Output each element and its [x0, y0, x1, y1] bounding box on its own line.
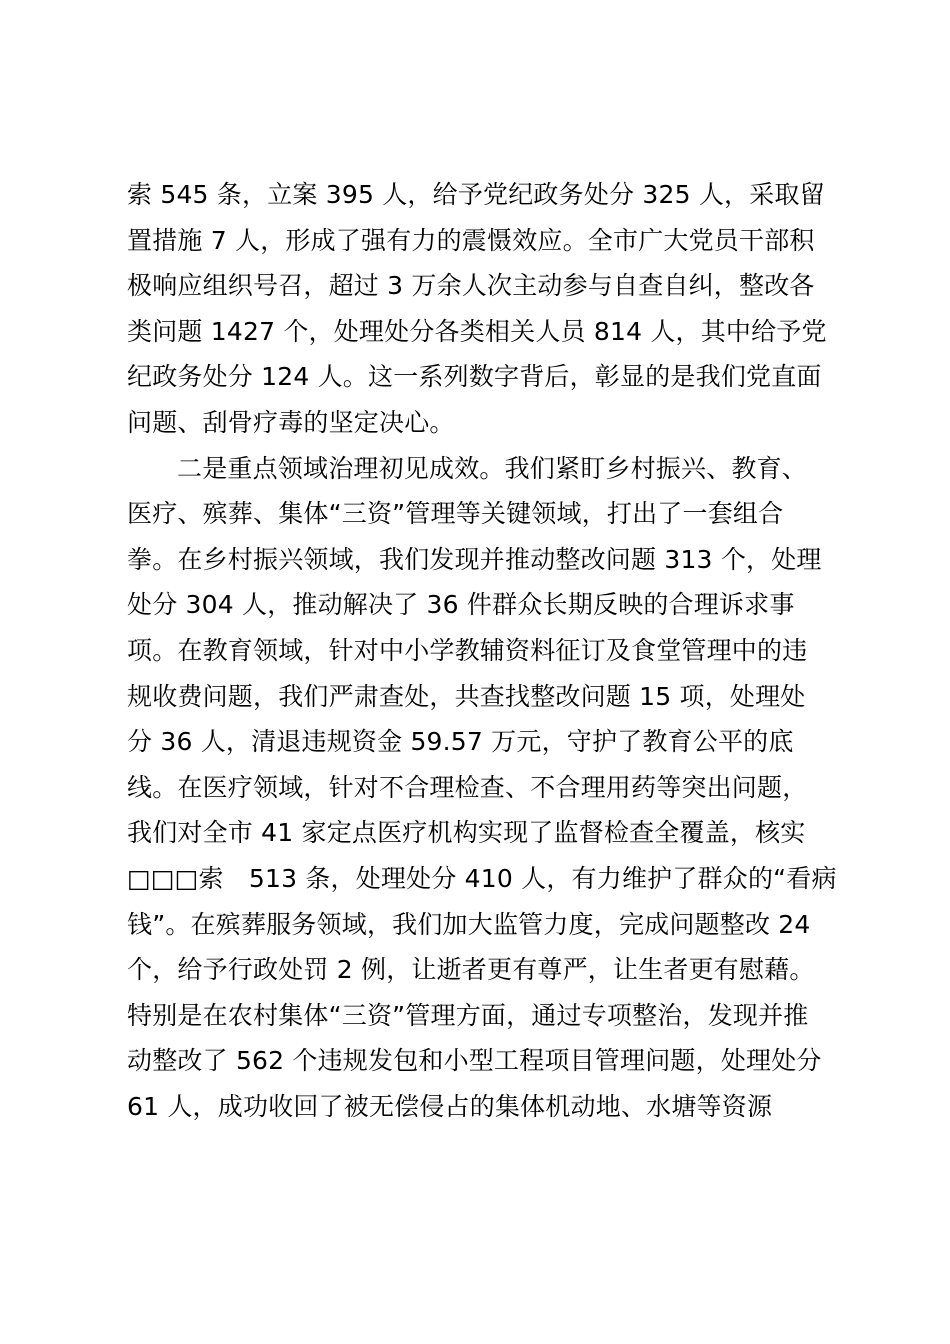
text-line: 动整改了 562 个违规发包和小型工程项目管理问题，处理处分: [127, 1046, 822, 1076]
text-line: 线。在医疗领域，针对不合理检查、不合理用药等突出问题，: [127, 772, 808, 802]
text-line: 极响应组织号召，超过 3 万余人次主动参与自查自纠，整改各: [127, 271, 815, 301]
text-line: 置措施 7 人，形成了强有力的震慑效应。全市广大党员干部积: [127, 225, 815, 255]
text-line: 问题、刮骨疗毒的坚定决心。: [127, 407, 455, 437]
text-line: 医疗、殡葬、集体“三资”管理等关键领域，打出了一套组合: [127, 499, 784, 529]
text-line: 纪政务处分 124 人。这一系列数字背后，彰显的是我们党直面: [127, 362, 822, 392]
text-line: 处分 304 人，推动解决了 36 件群众长期反映的合理诉求事: [127, 590, 795, 620]
text-line: 分 36 人，清退违规资金 59.57 万元，守护了教育公平的底: [127, 727, 794, 757]
text-line: 我们对全市 41 家定点医疗机构实现了监督检查全覆盖，核实: [127, 818, 806, 848]
body-text: [127, 172, 837, 1129]
paragraph-first-line: 二是重点领域治理初见成效。我们紧盯乡村振兴、教育、: [177, 453, 808, 483]
text-line: 索 545 条，立案 395 人，给予党纪政务处分 325 人，采取留: [127, 180, 825, 209]
text-line: □□□索 513 条，处理处分 410 人，有力维护了群众的“看病: [127, 863, 837, 893]
text-line: 类问题 1427 个，处理处分各类相关人员 814 人，其中给予党: [127, 316, 827, 346]
text-line: 个，给予行政处罚 2 例，让逝者更有尊严，让生者更有慰藉。: [127, 955, 815, 985]
text-line: 拳。在乡村振兴领域，我们发现并推动整改问题 313 个，处理: [127, 544, 822, 574]
text-line: 特别是在农村集体“三资”管理方面，通过专项整治，发现并推: [127, 1000, 809, 1030]
text-line: 钱”。在殡葬服务领域，我们加大监管力度，完成问题整改 24: [127, 909, 811, 939]
text-line: 项。在教育领域，针对中小学教辅资料征订及食堂管理中的违: [127, 635, 808, 665]
text-line: 规收费问题，我们严肃查处，共查找整改问题 15 项，处理处: [127, 681, 806, 711]
text-line: 61 人，成功收回了被无偿侵占的集体机动地、水塘等资源: [127, 1091, 773, 1121]
